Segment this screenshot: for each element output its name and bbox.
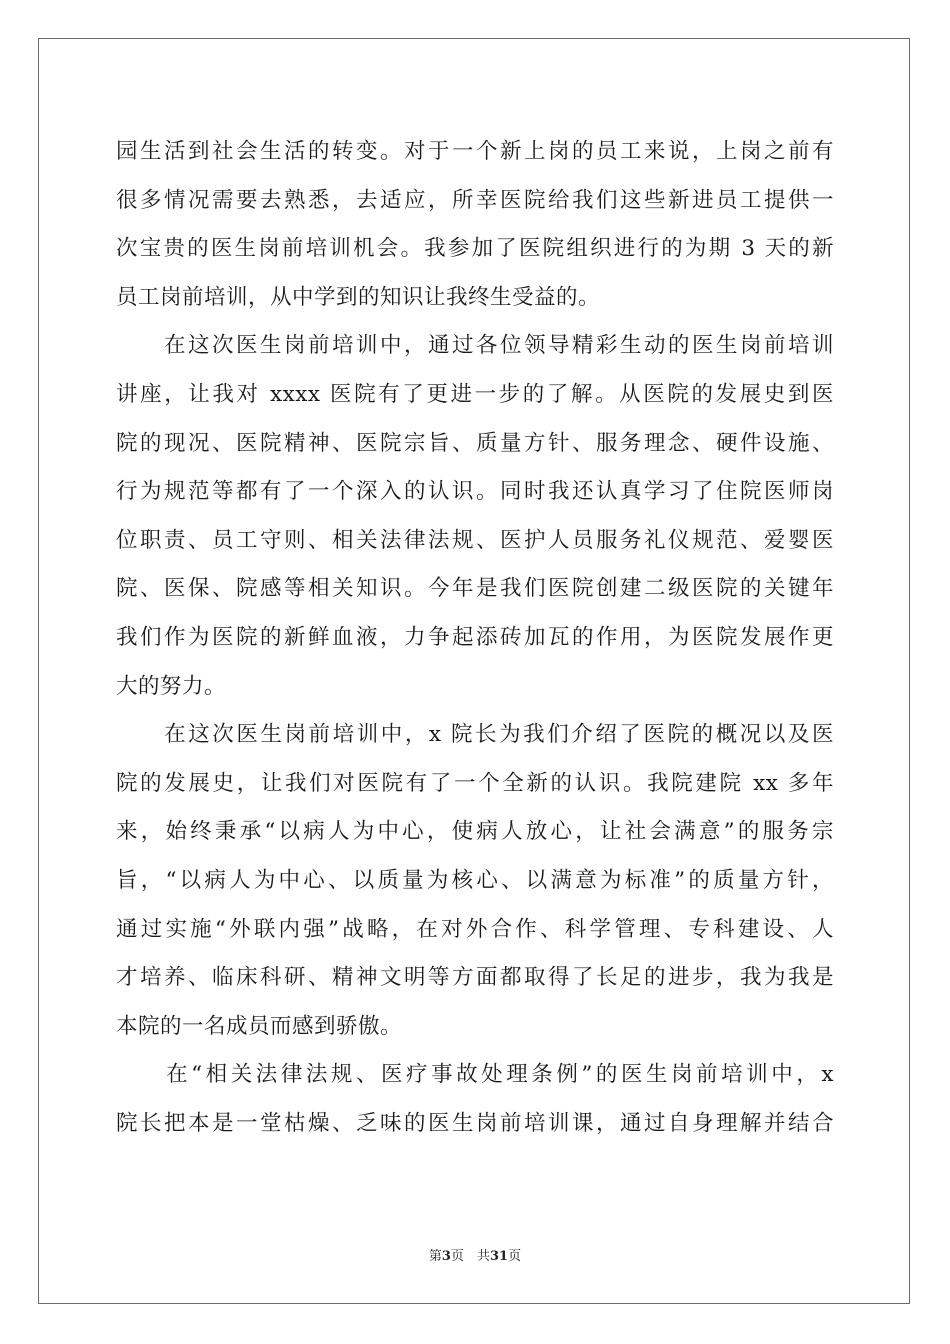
text-line: 来，始终秉承“以病人为中心，使病人放心，让社会满意”的服务宗 (116, 819, 834, 845)
text-line: 本院的一名成员而感到骄傲。 (116, 1013, 403, 1039)
page-number-prefix: 第 (428, 1249, 442, 1264)
text-line: 院长把本是一堂枯燥、乏味的医生岗前培训课，通过自身理解并结合 (116, 1110, 834, 1136)
text-line: 大的努力。 (116, 673, 227, 699)
page-number-suffix: 页 (508, 1249, 522, 1264)
text-line: 旨，“以病人为中心、以质量为核心、以满意为标准”的质量方针， (116, 867, 834, 893)
total-page-count: 31 (489, 1249, 509, 1264)
text-line: 园生活到社会生活的转变。对于一个新上岗的员工来说，上岗之前有 (116, 139, 834, 164)
text-line: 院的现况、医院精神、医院宗旨、质量方针、服务理念、硬件设施、 (116, 430, 834, 456)
text-line: 在这次医生岗前培训中，通过各位领导精彩生动的医生岗前培训 (116, 333, 834, 359)
text-line: 才培养、临床科研、精神文明等方面都取得了长足的进步，我为我是 (116, 965, 834, 991)
text-line: 院的发展史，让我们对医院有了一个全新的认识。我院建院 xx 多年 (116, 770, 834, 796)
text-line: 讲座，让我对 xxxx 医院有了更进一步的了解。从医院的发展史到医 (116, 381, 834, 407)
text-line: 我们作为医院的新鲜血液，力争起添砖加瓦的作用，为医院发展作更 (116, 624, 834, 650)
page-footer (0, 1245, 950, 1264)
page-number-middle: 页 共 (450, 1249, 490, 1264)
text-line: 位职责、员工守则、相关法律法规、医护人员服务礼仪规范、爱婴医 (116, 527, 834, 553)
current-page-number: 3 (441, 1249, 451, 1264)
text-line: 在这次医生岗前培训中，x 院长为我们介绍了医院的概况以及医 (116, 722, 834, 748)
text-line: 在“相关法律法规、医疗事故处理条例”的医生岗前培训中，x (116, 1062, 834, 1088)
text-line: 次宝贵的医生岗前培训机会。我参加了医院组织进行的为期 3 天的新 (116, 236, 834, 262)
text-line: 通过实施“外联内强”战略，在对外合作、科学管理、专科建设、人 (116, 916, 834, 942)
text-line: 员工岗前培训，从中学到的知识让我终生受益的。 (116, 284, 601, 310)
document-body (116, 128, 834, 1148)
text-line: 院、医保、院感等相关知识。今年是我们医院创建二级医院的关键年 (116, 576, 834, 602)
text-line: 很多情况需要去熟悉，去适应，所幸医院给我们这些新进员工提供一 (116, 187, 834, 213)
text-line: 行为规范等都有了一个深入的认识。同时我还认真学习了住院医师岗 (116, 479, 834, 505)
